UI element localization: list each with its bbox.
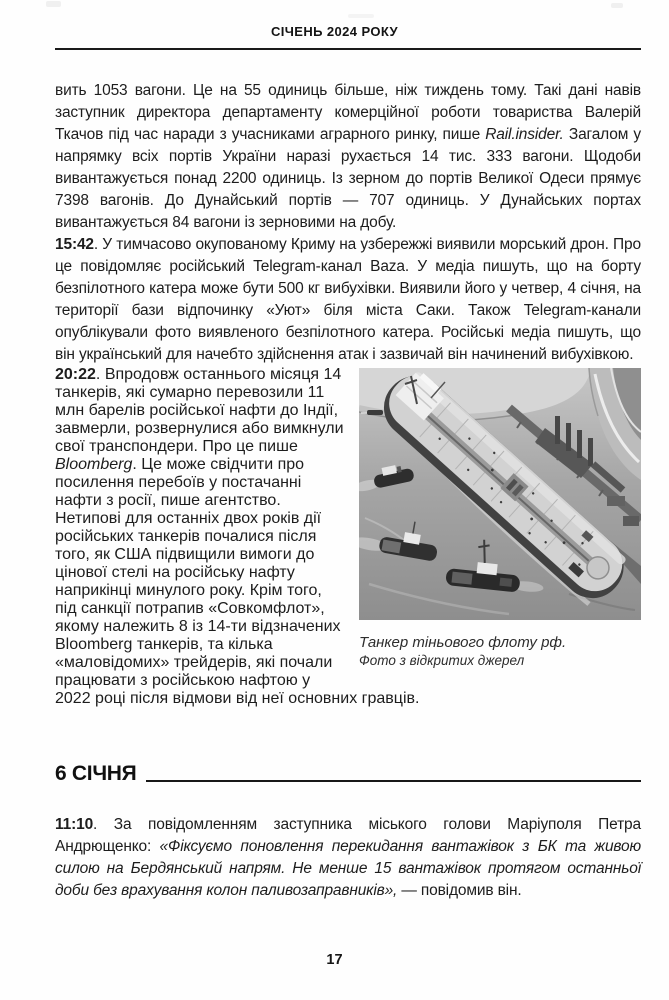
- entry-1110: [55, 814, 641, 902]
- paragraph-text: . Це може свідчити про посилення перебоїв у постачанні нафти з росії, пише агентство. Нетипові для останніх двох років дії російських танкерів почалися після того, як США підвищили вимоги до цінової стелі на російську нафту наприкінці минулого року. Крім того, під санкції потрапив «Совкомфлот», якому належить 8 із 14-ти відзначених Bloomberg танкерів, та кілька «маловідомих» трейдерів, які почали працювати з російською нафтою у 2022 році після відмови від неї основних гравців.: [55, 456, 420, 707]
- source-name-italic: Bloomberg: [55, 456, 133, 473]
- scan-artifact: [46, 1, 61, 7]
- header-rule: [55, 48, 641, 50]
- page-number: 17: [326, 952, 343, 968]
- paragraph-text: вить 1053 вагони. Це на 55 одиниць більше, ніж тиждень тому. Такі дані навів заступник директора департаменту комерційної роботи товариства Валерій Ткачов під час наради з учасниками аграрного ринку, пише: [55, 82, 641, 143]
- tanker-photo: [359, 368, 641, 620]
- timestamp: 20:22: [55, 366, 96, 383]
- caption-line-2: Фото з відкритих джерел: [359, 653, 525, 668]
- paragraph-text: — повідомив він.: [397, 882, 522, 899]
- paragraph-text: . Впродовж останнього місяця 14 танкерів, які сумарно перевозили 11 млн барелів російської нафти до Індії, завмерли, розвернулися або вимкнули свої транспондери. Про це пише: [55, 366, 344, 455]
- section-heading-6-january: [55, 764, 641, 784]
- paragraph-text: Загалом у напрямку всіх портів України наразі рухається 14 тис. 333 вагони. Щодоби вивантажується понад 2200 одиниць. Із зерном до портів Великої Одеси прямує 7398 вагонів. До Дунайський портів — 707 одиниць. У Дунайських портах вивантажується 84 вагони із зерновими на добу.: [55, 126, 641, 231]
- running-head: СІЧЕНЬ 2024 РОКУ: [270, 24, 399, 39]
- paragraph-continuation: [55, 80, 641, 234]
- timestamp: 15:42: [55, 236, 94, 253]
- scan-artifact: [348, 14, 374, 18]
- scan-artifact: [611, 3, 623, 8]
- quote-italic: «Фіксуємо поновлення перекидання вантажівок з БК та живою силою на Бердянський напрям. Не менше 15 вантажівок протягом останньої доби без врахування колон паливозаправників»,: [55, 838, 641, 899]
- paragraph-text: . За повідомленням заступника міського голови Маріуполя Петра Андрющенко:: [55, 816, 641, 855]
- text-column: [55, 80, 641, 902]
- photo-caption: [359, 634, 641, 669]
- timestamp: 11:10: [55, 816, 94, 833]
- entry-1542: [55, 234, 641, 366]
- tanker-figure: [359, 368, 641, 669]
- caption-line-1: Танкер тіньового флоту рф.: [359, 634, 567, 651]
- source-name-italic: Rail.insider.: [485, 126, 564, 143]
- section-heading-rule: [146, 780, 641, 782]
- section-heading-label: 6 СІЧНЯ: [55, 762, 137, 785]
- paragraph-text: . У тимчасово окупованому Криму на узбережжі виявили морський дрон. Про це повідомляє російський Telegram-канал Baza. У медіа пишуть, що на борту безпілотного катера може бути 500 кг вибухівки. Виявили його у четвер, 4 січня, на території бази відпочинку «Уют» біля міста Саки. Також Telegram-канали опублікували фото виявленого безпілотного катера. Російські медіа пишуть, що він український для начебто здійснення атак і зазвичай він начинений вибухівкою.: [55, 236, 641, 363]
